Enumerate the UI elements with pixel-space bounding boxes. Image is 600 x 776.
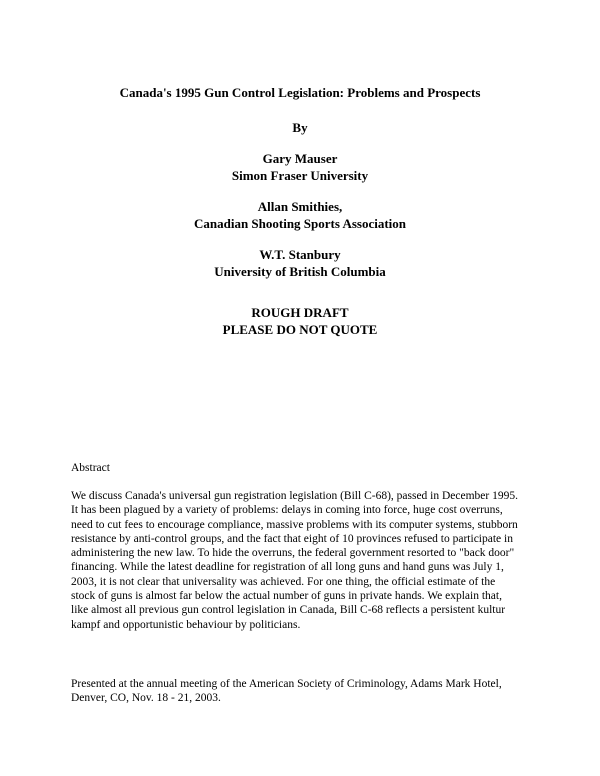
abstract-heading: Abstract	[71, 462, 110, 474]
draft-notice-line: PLEASE DO NOT QUOTE	[222, 322, 378, 337]
author-name: Allan Smithies,	[257, 199, 343, 214]
abstract-line: need to cut fees to encourage compliance, massive problems with its computer systems, stubborn	[71, 518, 518, 531]
abstract-line: We discuss Canada's universal gun registration legislation (Bill C-68), passed in December 1995.	[71, 490, 518, 502]
abstract-line: 2003, it is not clear that universality was achieved. For one thing, the official estimate of the	[71, 575, 496, 588]
presentation-line: Denver, CO, Nov. 18 - 21, 2003.	[71, 692, 221, 705]
abstract-line: administering the new law. To hide the overruns, the federal government resorted to "back door"	[71, 547, 515, 560]
author-name: Gary Mauser	[262, 151, 338, 166]
abstract-body	[71, 489, 541, 632]
byline-text: By	[292, 120, 308, 135]
presentation-line: Presented at the annual meeting of the American Society of Criminology, Adams Mark Hotel,	[71, 678, 502, 690]
author-affiliation: Canadian Shooting Sports Association	[193, 216, 407, 231]
draft-notice	[0, 304, 600, 338]
abstract-line: like almost all previous gun control legislation in Canada, Bill C-68 reflects a persistent kultur	[71, 604, 506, 617]
byline	[0, 119, 600, 136]
author-block	[0, 246, 600, 280]
author-name: W.T. Stanbury	[259, 247, 341, 262]
paper-title	[0, 84, 600, 101]
paper-title-text: Canada's 1995 Gun Control Legislation: Problems and Prospects	[119, 85, 481, 100]
draft-notice-line: ROUGH DRAFT	[251, 305, 349, 320]
abstract-line: kampf and opportunistic behaviour by politicians.	[71, 618, 301, 631]
author-affiliation: University of British Columbia	[214, 264, 386, 279]
author-affiliation: Simon Fraser University	[231, 168, 369, 183]
author-block	[0, 150, 600, 184]
abstract-line: It has been plagued by a variety of problems: delays in coming into force, huge cost overruns,	[71, 504, 503, 517]
abstract-line: resistance by anti-control groups, and the fact that eight of 10 provinces refused to participate in	[71, 532, 513, 545]
author-block	[0, 198, 600, 232]
presentation-note	[71, 677, 541, 706]
abstract-line: financing. While the latest deadline for registration of all long guns and hand guns was July 1,	[71, 561, 504, 574]
abstract-line: stock of guns is almost far below the actual number of guns in private hands. We explain that,	[71, 590, 502, 603]
